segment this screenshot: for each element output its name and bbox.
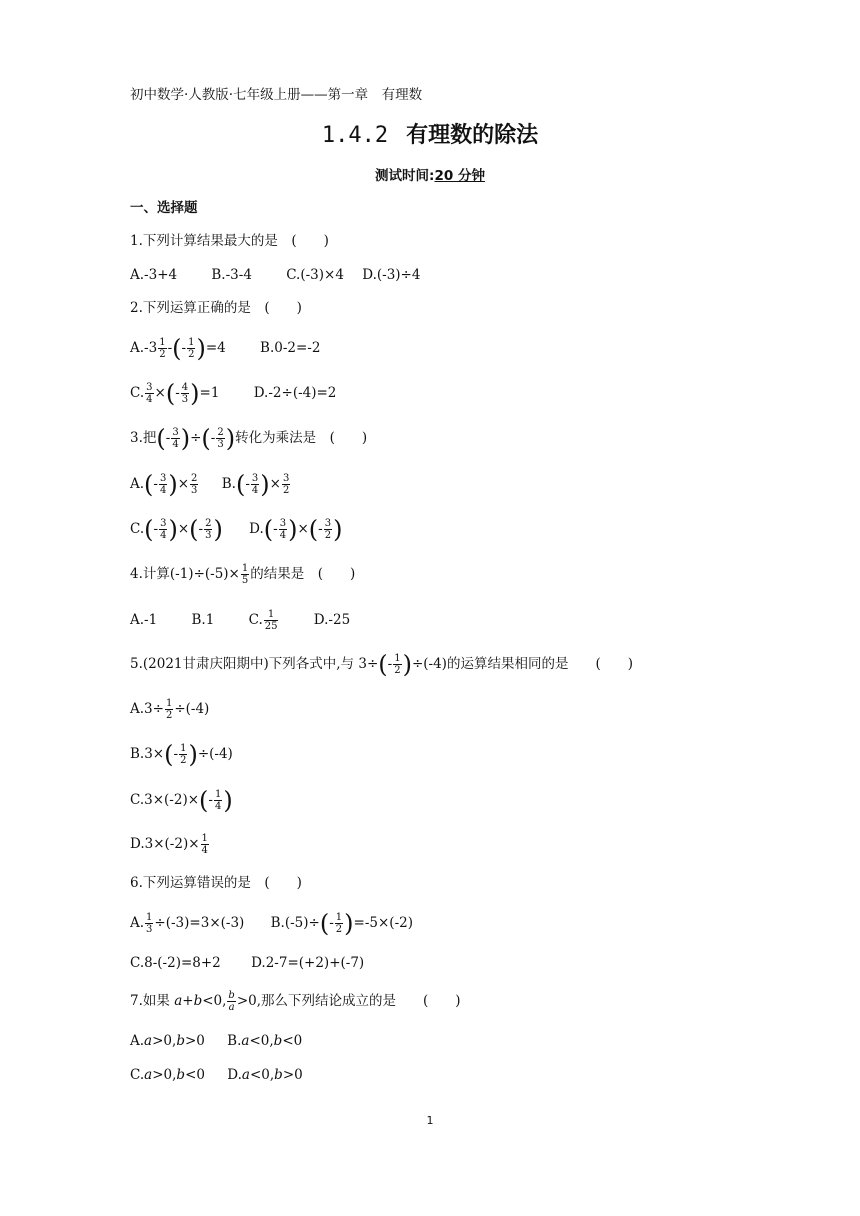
option-a: A.-3+4 <box>130 267 178 283</box>
option-c: C. $\frac{1}{25}$ <box>248 609 278 632</box>
question-5-option-b: B.3×(- $\frac{1}{2}$ )÷(-4) <box>130 740 233 769</box>
option-b: B.a<0,b<0 <box>227 1033 303 1049</box>
option-a: A.(- $\frac{3}{4}$ )× $\frac{2}{3}$ <box>130 470 198 499</box>
option-b: B.(- $\frac{3}{4}$ )× $\frac{3}{2}$ <box>221 470 290 499</box>
question-2-stem: 2.下列运算正确的是 ( ) <box>130 300 302 316</box>
question-5-option-a: A.3÷ $\frac{1}{2}$ ÷(-4) <box>130 698 210 721</box>
option-d: D.(-3)÷4 <box>362 267 421 283</box>
option-a: A.a>0,b>0 <box>130 1033 205 1049</box>
question-4-stem: 4.计算(-1)÷(-5)× $\frac{1}{5}$ 的结果是 ( ) <box>130 563 356 586</box>
question-6-options-row2 <box>130 953 364 973</box>
option-d: D.-25 <box>313 612 351 628</box>
option-c: C.(-3)×4 <box>286 267 344 283</box>
question-5-option-d: D.3×(-2)× $\frac{1}{4}$ <box>130 833 208 856</box>
option-a: A.-1 <box>130 612 158 628</box>
option-a: A.-3 $\frac{1}{2}$ -(- $\frac{1}{2}$ )=4 <box>130 334 226 363</box>
option-d: D.2-7=(+2)+(-7) <box>251 955 365 971</box>
question-1-options <box>130 265 420 285</box>
question-7-options-row2 <box>130 1065 303 1085</box>
question-6-stem: 6.下列运算错误的是 ( ) <box>130 875 302 891</box>
question-1-stem: 1.下列计算结果最大的是 ( ) <box>130 233 329 249</box>
question-2-options-row2 <box>130 379 337 408</box>
title-text: 有理数的除法 <box>406 123 539 148</box>
question-2-options-row1 <box>130 334 321 363</box>
option-d: D.-2÷(-4)=2 <box>253 385 337 401</box>
option-a: A. $\frac{1}{3}$ ÷(-3)=3×(-3) <box>130 912 245 935</box>
page-header: 初中数学·人教版·七年级上册——第一章 有理数 <box>130 87 423 103</box>
test-time-label: 测试时间: <box>375 168 435 184</box>
option-c: C.8-(-2)=8+2 <box>130 955 221 971</box>
test-time <box>0 164 860 184</box>
option-d: D.a<0,b>0 <box>227 1067 303 1083</box>
section-number: 1.4.2 <box>321 123 389 148</box>
section-heading: 一、选择题 <box>130 200 198 216</box>
question-7-options-row1 <box>130 1031 302 1051</box>
option-c: C.(- $\frac{3}{4}$ )×(- $\frac{2}{3}$ ) <box>130 515 223 544</box>
question-6-options-row1 <box>130 909 413 938</box>
option-b: B.1 <box>191 612 215 628</box>
question-5-option-c: C.3×(-2)×(- $\frac{1}{4}$ ) <box>130 786 233 815</box>
option-d: D.(- $\frac{3}{4}$ )×(- $\frac{3}{2}$ ) <box>249 515 343 544</box>
option-c: C.a>0,b<0 <box>130 1067 205 1083</box>
question-3-options-row1 <box>130 470 291 499</box>
question-4-options <box>130 609 350 632</box>
question-3-options-row2 <box>130 515 343 544</box>
option-b: B.(-5)÷(- $\frac{1}{2}$ )=-5×(-2) <box>270 909 413 938</box>
page-title <box>0 118 860 149</box>
option-b: B.-3-4 <box>211 267 252 283</box>
option-b: B.0-2=-2 <box>260 340 321 356</box>
option-c: C. $\frac{3}{4}$ ×(- $\frac{4}{3}$ )=1 <box>130 379 220 408</box>
question-7-stem: 7.如果 a+b<0, $\frac{b}{a}$ >0,那么下列结论成立的是 ( ) <box>130 990 461 1013</box>
page-number: 1 <box>426 1114 434 1127</box>
question-3-stem: 3.把(- $\frac{3}{4}$ )÷(- $\frac{2}{3}$ )转化为乘法是 ( ) <box>130 424 368 453</box>
test-time-value: 20 分钟 <box>434 168 485 184</box>
question-5-stem: 5.(2021甘肃庆阳期中)下列各式中,与 3÷(- $\frac{1}{2}$ )÷(-4)的运算结果相同的是 ( ) <box>130 650 633 679</box>
